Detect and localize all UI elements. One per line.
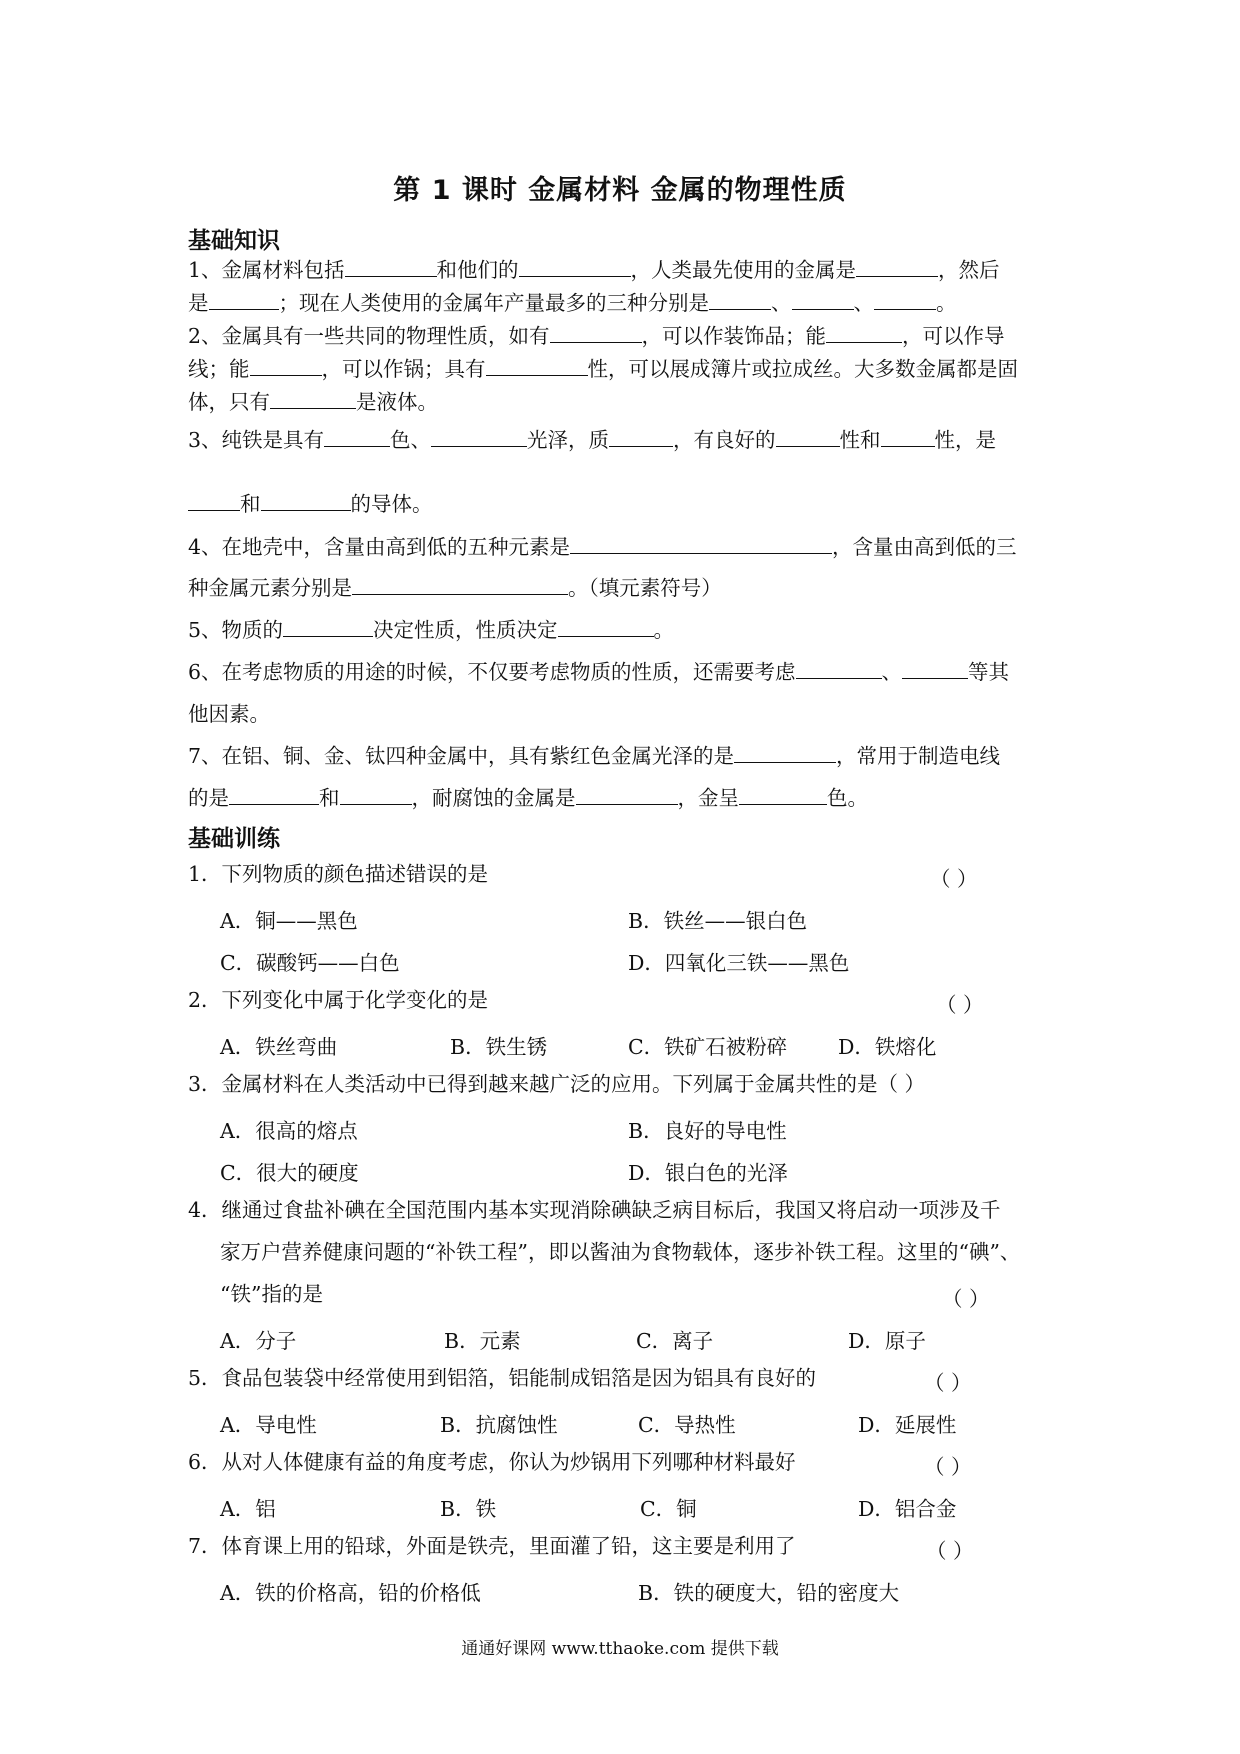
knowledge-question-2-line-2: 线；能 ，可以作锅；具有 性，可以展成簿片或拉成丝。大多数金属都是固	[188, 357, 1018, 381]
option-d: D．四氧化三铁——黑色	[628, 951, 850, 975]
training-question-5-stem: 5．食品包装袋中经常使用到铝箔，铝能制成铝箔是因为铝具有良好的	[188, 1366, 817, 1390]
option-c: C．铜	[640, 1497, 697, 1521]
option-d: D．原子	[848, 1329, 926, 1353]
answer-bracket: （ ）	[942, 1287, 990, 1311]
knowledge-question-6-line-2: 他因素。	[188, 702, 270, 726]
option-c: C．导热性	[638, 1413, 736, 1437]
option-b: B．铁的硬度大，铅的密度大	[638, 1581, 900, 1605]
knowledge-question-4-line-1: 4、在地壳中，含量由高到低的五种元素是 ，含量由高到低的三	[188, 535, 1017, 559]
training-question-7-stem: 7．体育课上用的铅球，外面是铁壳，里面灌了铅，这主要是利用了	[188, 1534, 796, 1558]
option-d: D．铁熔化	[838, 1035, 937, 1059]
option-a: A．导电性	[220, 1413, 317, 1437]
option-d: D．延展性	[858, 1413, 957, 1437]
option-a: A．铁的价格高，铅的价格低	[220, 1581, 481, 1605]
option-c: C．离子	[636, 1329, 714, 1353]
training-question-2-stem: 2．下列变化中属于化学变化的是	[188, 988, 489, 1012]
knowledge-question-2-line-3: 体，只有 是液体。	[188, 390, 438, 414]
training-question-1-stem: 1．下列物质的颜色描述错误的是	[188, 862, 489, 886]
option-b: B．元素	[444, 1329, 521, 1353]
section-heading-basic-training: 基础训练	[188, 826, 280, 852]
knowledge-question-1-line-2: 是 ；现在人类使用的金属年产量最多的三种分别是 、 、 。	[188, 291, 957, 315]
answer-bracket: （ ）	[924, 1455, 972, 1479]
option-a: A．分子	[220, 1329, 297, 1353]
knowledge-question-1-line-1: 1、金属材料包括 和他们的 ，人类最先使用的金属是 ，然后	[188, 258, 1000, 282]
option-d: D．铝合金	[858, 1497, 957, 1521]
knowledge-question-4-line-2: 种金属元素分别是 。（填元素符号）	[188, 576, 722, 600]
training-question-4-stem-line-1: 4．继通过食盐补碘在全国范围内基本实现消除碘缺乏病目标后，我国又将启动一项涉及千	[188, 1198, 1001, 1222]
option-a: A．铜——黑色	[220, 909, 358, 933]
knowledge-question-6-line-1: 6、在考虑物质的用途的时候，不仅要考虑物质的性质，还需要考虑 、 等其	[188, 660, 1010, 684]
option-b: B．抗腐蚀性	[440, 1413, 558, 1437]
option-a: A．很高的熔点	[220, 1119, 358, 1143]
option-c: C．铁矿石被粉碎	[628, 1035, 788, 1059]
training-question-4-stem-line-3: “铁”指的是	[220, 1282, 323, 1306]
knowledge-question-3-line-2: 和 的导体。	[188, 492, 1068, 517]
knowledge-question-2-line-1: 2、金属具有一些共同的物理性质，如有 ，可以作装饰品；能 ，可以作导	[188, 324, 1005, 348]
knowledge-question-7-line-2: 的是 和 ，耐腐蚀的金属是 ，金呈 色。	[188, 786, 868, 810]
option-a: A．铝	[220, 1497, 276, 1521]
option-a: A．铁丝弯曲	[220, 1035, 338, 1059]
option-c: C．很大的硬度	[220, 1161, 359, 1185]
knowledge-question-3-line-1: 3、纯铁是具有 色、 光泽，质 ，有良好的 性和 性，是	[188, 428, 997, 452]
knowledge-question-7-line-1: 7、在铝、铜、金、钛四种金属中，具有紫红色金属光泽的是 ，常用于制造电线	[188, 744, 1001, 768]
option-d: D．银白色的光泽	[628, 1161, 788, 1185]
page-footer: 通通好课网 www.tthaoke.com 提供下载	[461, 1639, 779, 1659]
training-question-4-stem-line-2: 家万户营养健康问题的“补铁工程”，即以酱油为食物载体，逐步补铁工程。这里的“碘”、	[220, 1240, 1021, 1264]
option-b: B．良好的导电性	[628, 1119, 787, 1143]
option-b: B．铁丝——银白色	[628, 909, 808, 933]
answer-bracket: （ ）	[924, 1371, 972, 1395]
option-c: C．碳酸钙——白色	[220, 951, 400, 975]
answer-bracket: （ ）	[936, 993, 984, 1017]
knowledge-question-5: 5、物质的 决定性质，性质决定 。	[188, 618, 675, 642]
training-question-3-stem: 3．金属材料在人类活动中已得到越来越广泛的应用。下列属于金属共性的是（ ）	[188, 1072, 926, 1096]
section-heading-basic-knowledge: 基础知识	[188, 228, 280, 254]
training-question-6-stem: 6．从对人体健康有益的角度考虑，你认为炒锅用下列哪种材料最好	[188, 1450, 796, 1474]
answer-bracket: （ ）	[930, 867, 978, 891]
page-title: 第 1 课时 金属材料 金属的物理性质	[393, 175, 847, 206]
option-b: B．铁	[440, 1497, 497, 1521]
answer-bracket: （ ）	[926, 1539, 974, 1563]
option-b: B．铁生锈	[450, 1035, 548, 1059]
